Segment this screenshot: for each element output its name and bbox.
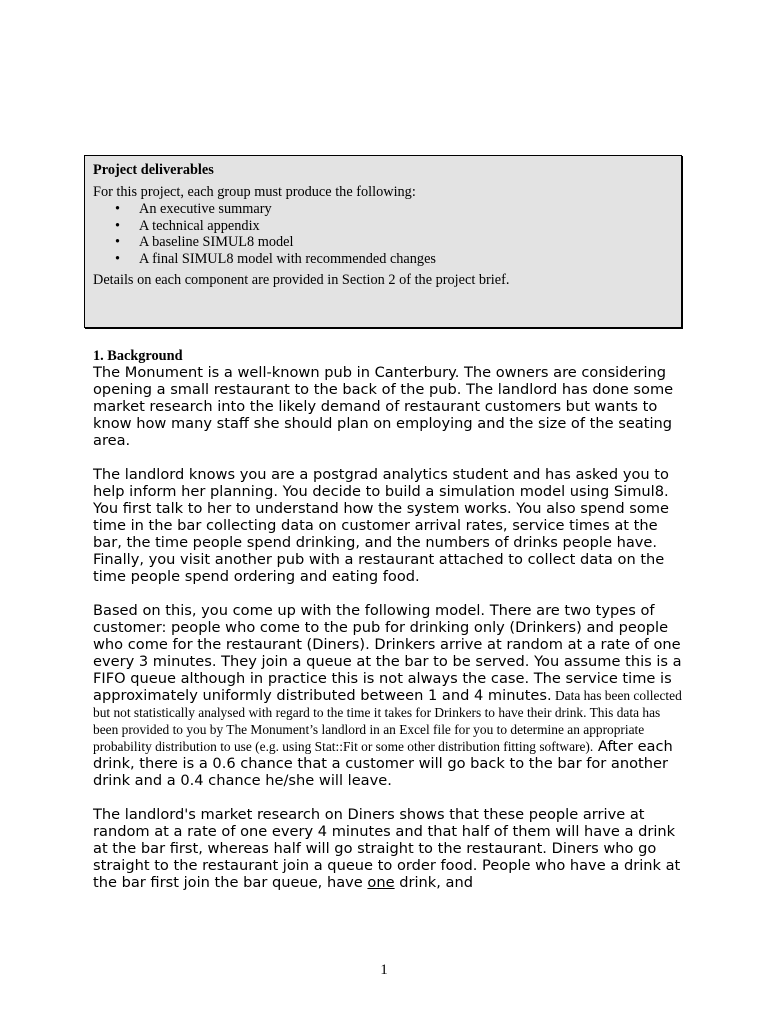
list-item-text: An executive summary (139, 201, 272, 217)
paragraph-text: After each drink, there is a 0.6 chance that a customer will go back to the bar for another drink and a 0.4 chance he/she will leave. (93, 738, 673, 789)
background-body (93, 364, 683, 908)
paragraph-text: drink, and (394, 874, 473, 891)
paragraph: The landlord knows you are a postgrad analytics student and has asked you to help inform her planning. You decide to build a simulation model using Simul8. You first talk to her to understand how the system works. You also spend some time in the bar collecting data on customer arrival rates, service times at the bar, the time people spend drinking, and the numbers of drinks people have. Finally, you visit another pub with a restaurant attached to collect data on the time people spend ordering and eating food. (93, 466, 669, 585)
paragraph: The Monument is a well-known pub in Canterbury. The owners are considering opening a small restaurant to the back of the pub. The landlord has done some market research into the likely demand of restaurant customers but wants to know how many staff she should plan on employing and the size of the seating area. (93, 364, 674, 449)
list-item (93, 251, 673, 268)
deliverables-intro: For this project, each group must produce the following: (93, 184, 416, 200)
deliverables-list (93, 201, 673, 267)
paragraph (93, 806, 683, 891)
paragraph-text: The landlord's market research on Diners shows that these people arrive at random at a rate of one every 4 minutes and that half of them will have a drink at the bar first, whereas half will go straight to the restaurant. Diners who go straight to the restaurant join a queue to order food. People who have a drink at the bar first join the bar queue, have (93, 806, 681, 891)
bullet-icon: • (115, 201, 121, 217)
paragraph-text-serif: Data has been collected but not statistically analysed with regard to the time it takes for Drinkers to have their drink. This data has been provided to you by The Monument’s landlord in an Excel file for you to determine an appropriate probability distribution to use (e.g. using Stat::Fit or some other distribution fitting software). (93, 688, 682, 754)
list-item (93, 234, 673, 251)
bullet-icon: • (115, 234, 121, 250)
page-number: 1 (380, 962, 388, 978)
deliverables-title: Project deliverables (93, 162, 214, 178)
deliverables-note: Details on each component are provided in Section 2 of the project brief. (93, 272, 510, 288)
list-item (93, 201, 673, 218)
list-item (93, 218, 673, 235)
paragraph (93, 602, 683, 789)
list-item-text: A technical appendix (139, 217, 260, 234)
deliverables-box (84, 155, 682, 328)
paragraph-text: Based on this, you come up with the following model. There are two types of customer: people who come to the pub for drinking only (Drinkers) and people who come for the restaurant (Diners). Drinkers arrive at random at a rate of one every 3 minutes. They join a queue at the bar to be served. You assume this is a FIFO queue although in practice this is not always the case. The service time is approximately uniformly distributed between 1 and 4 minutes. (93, 602, 682, 704)
underlined-word: one (367, 874, 395, 891)
bullet-icon: • (115, 250, 121, 267)
list-item-text: A final SIMUL8 model with recommended changes (139, 250, 436, 267)
bullet-icon: • (115, 217, 121, 234)
section-heading: 1. Background (93, 348, 183, 364)
list-item-text: A baseline SIMUL8 model (139, 234, 294, 250)
